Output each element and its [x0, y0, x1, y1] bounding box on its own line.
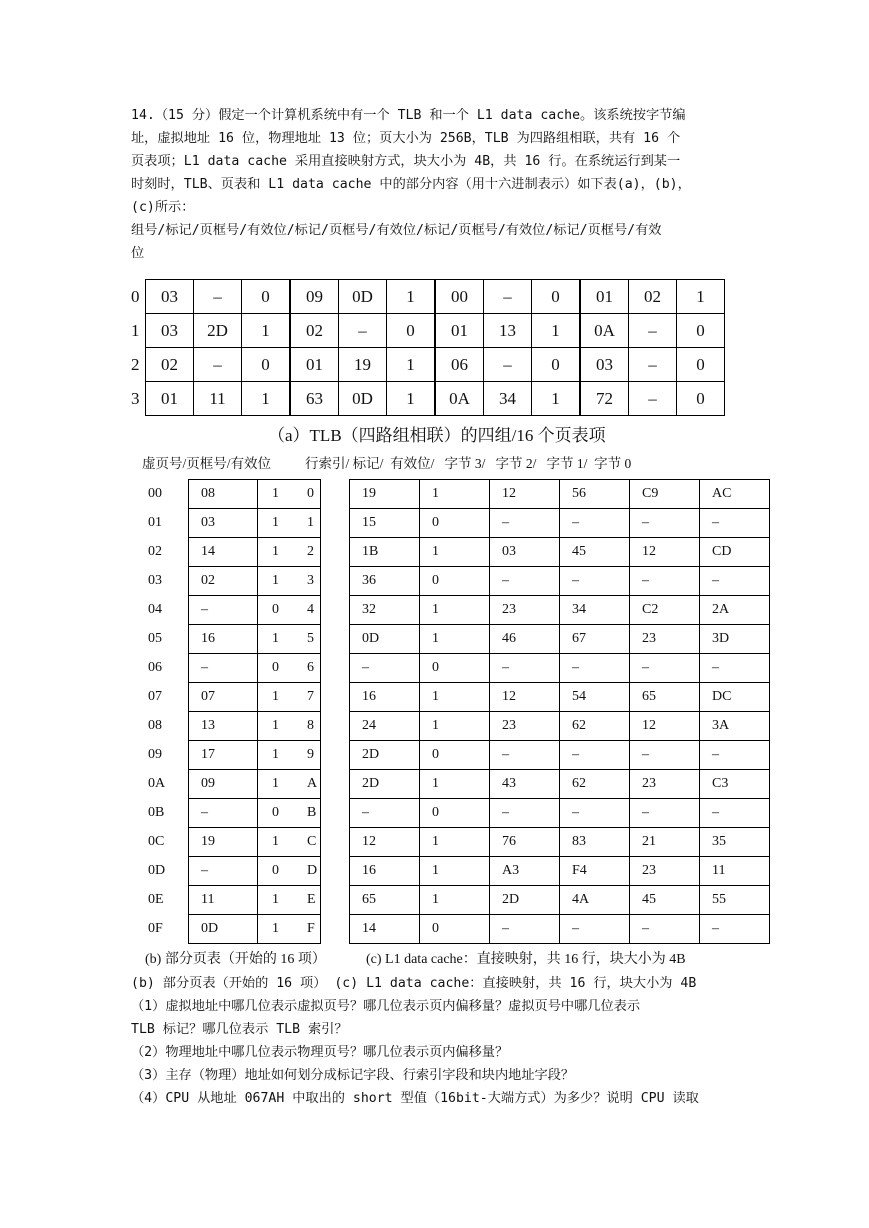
- cache-tag: –: [350, 799, 420, 828]
- line-index: 4: [307, 602, 314, 617]
- tlb-cell: 01: [290, 348, 339, 382]
- line-index: A: [307, 776, 318, 791]
- page-frame-number: 16: [189, 625, 258, 654]
- tlb-cell: 0: [677, 348, 725, 382]
- cache-valid: 1: [420, 857, 490, 886]
- cache-valid: 1: [420, 770, 490, 799]
- tlb-cell: 0D: [339, 382, 387, 416]
- virtual-page-number: 0B: [148, 805, 165, 820]
- cache-valid: 0: [420, 915, 490, 944]
- page-table-row: [140, 741, 321, 770]
- intro-line: 时刻时，TLB、页表和 L1 data cache 中的部分内容（用十六进制表示）如下表(a)，(b)，: [131, 177, 691, 192]
- cache-row: [305, 480, 770, 509]
- tlb-cell: 06: [435, 348, 484, 382]
- byte-0: DC: [700, 683, 770, 712]
- byte-0: –: [700, 799, 770, 828]
- cache-valid: 0: [420, 799, 490, 828]
- byte-0: 55: [700, 886, 770, 915]
- line-index: 9: [307, 747, 314, 762]
- cache-table: [305, 479, 770, 944]
- byte-1: 23: [630, 770, 700, 799]
- line-index: 5: [307, 631, 314, 646]
- tlb-set-index: 3: [131, 388, 140, 408]
- byte-3: 2D: [490, 886, 560, 915]
- page-frame-number: 07: [189, 683, 258, 712]
- byte-3: 03: [490, 538, 560, 567]
- byte-3: –: [490, 654, 560, 683]
- cache-row: [305, 683, 770, 712]
- sub-question: （4）CPU 从地址 067AH 中取出的 short 型值（16bit-大端方式）为多少？说明 CPU 读取: [131, 1091, 699, 1106]
- cache-valid: 1: [420, 538, 490, 567]
- byte-0: –: [700, 915, 770, 944]
- line-index: 6: [307, 660, 314, 675]
- cache-tag: 1B: [350, 538, 420, 567]
- byte-3: 12: [490, 683, 560, 712]
- captions-repeat: (b) 部分页表（开始的 16 项） (c) L1 data cache：直接映射，共 16 行，块大小为 4B: [131, 976, 697, 991]
- intro-line: 位: [131, 246, 145, 261]
- page-frame-number: 17: [189, 741, 258, 770]
- cache-valid: 1: [420, 886, 490, 915]
- byte-0: 3D: [700, 625, 770, 654]
- byte-3: 23: [490, 596, 560, 625]
- cache-valid: 1: [420, 683, 490, 712]
- page-table-row: [140, 683, 321, 712]
- byte-2: 34: [560, 596, 630, 625]
- virtual-page-number: 0C: [148, 834, 165, 849]
- page-table-row: [140, 799, 321, 828]
- cache-valid: 0: [420, 509, 490, 538]
- byte-0: 3A: [700, 712, 770, 741]
- sub-question: （2）物理地址中哪几位表示物理页号？哪几位表示页内偏移量？: [131, 1045, 509, 1060]
- tlb-cell: 1: [387, 280, 436, 314]
- tlb-caption: （a）TLB（四路组相联）的四组/16 个页表项: [268, 426, 606, 445]
- tlb-set-index: 1: [131, 320, 140, 340]
- cache-row: [305, 596, 770, 625]
- page-frame-number: 11: [189, 886, 258, 915]
- cache-valid: 0: [420, 654, 490, 683]
- tlb-cell: –: [629, 382, 677, 416]
- tlb-cell: 63: [290, 382, 339, 416]
- byte-1: 45: [630, 886, 700, 915]
- tlb-cell: 0: [532, 348, 581, 382]
- byte-3: –: [490, 915, 560, 944]
- tlb-cell: 0A: [580, 314, 629, 348]
- byte-0: 2A: [700, 596, 770, 625]
- byte-0: 35: [700, 828, 770, 857]
- page-table-row: [140, 712, 321, 741]
- tlb-cell: 11: [194, 382, 242, 416]
- tlb-cell: 01: [146, 382, 194, 416]
- page-frame-number: 03: [189, 509, 258, 538]
- cache-tag: 14: [350, 915, 420, 944]
- page-table-row: [140, 509, 321, 538]
- line-index: 3: [307, 573, 314, 588]
- cache-row: [305, 770, 770, 799]
- byte-0: –: [700, 654, 770, 683]
- byte-3: 46: [490, 625, 560, 654]
- byte-1: –: [630, 741, 700, 770]
- byte-2: 4A: [560, 886, 630, 915]
- page-frame-number: 02: [189, 567, 258, 596]
- tlb-cell: 13: [484, 314, 532, 348]
- byte-1: –: [630, 567, 700, 596]
- valid-bit: 1: [258, 625, 321, 654]
- tlb-cell: 2D: [194, 314, 242, 348]
- tlb-cell: 34: [484, 382, 532, 416]
- byte-1: 23: [630, 857, 700, 886]
- byte-2: –: [560, 509, 630, 538]
- tlb-cell: 0D: [339, 280, 387, 314]
- byte-2: 62: [560, 712, 630, 741]
- sub-question: （1）虚拟地址中哪几位表示虚拟页号？哪几位表示页内偏移量？虚拟页号中哪几位表示: [131, 999, 641, 1014]
- cache-row: [305, 538, 770, 567]
- page-frame-number: –: [189, 799, 258, 828]
- byte-2: –: [560, 915, 630, 944]
- tlb-cell: 1: [532, 382, 581, 416]
- page-table-row: [140, 596, 321, 625]
- cache-row: [305, 828, 770, 857]
- page-table-row: [140, 770, 321, 799]
- page-table-row: [140, 538, 321, 567]
- valid-bit: 0: [258, 654, 321, 683]
- cache-tag: –: [350, 654, 420, 683]
- virtual-page-number: 09: [148, 747, 162, 762]
- line-index: 2: [307, 544, 314, 559]
- cache-tag: 0D: [350, 625, 420, 654]
- tlb-cell: 02: [290, 314, 339, 348]
- cache-tag: 19: [350, 480, 420, 509]
- tlb-cell: 0: [677, 382, 725, 416]
- byte-2: –: [560, 654, 630, 683]
- byte-3: 23: [490, 712, 560, 741]
- cache-tag: 12: [350, 828, 420, 857]
- tlb-cell: 0A: [435, 382, 484, 416]
- intro-line: (c)所示：: [131, 200, 195, 215]
- byte-3: –: [490, 741, 560, 770]
- cache-caption: (c) L1 data cache：直接映射，共 16 行，块大小为 4B: [366, 952, 686, 967]
- tlb-cell: –: [194, 280, 242, 314]
- cache-valid: 0: [420, 741, 490, 770]
- valid-bit: 1: [258, 828, 321, 857]
- virtual-page-number: 05: [148, 631, 162, 646]
- cache-tag: 32: [350, 596, 420, 625]
- tlb-cell: –: [484, 280, 532, 314]
- tlb-cell: 02: [629, 280, 677, 314]
- tlb-cell: 09: [290, 280, 339, 314]
- byte-0: –: [700, 509, 770, 538]
- tlb-cell: 01: [435, 314, 484, 348]
- cache-valid: 1: [420, 625, 490, 654]
- line-index: E: [307, 892, 316, 907]
- valid-bit: 0: [258, 596, 321, 625]
- tlb-cell: 0: [387, 314, 436, 348]
- cache-row: [305, 712, 770, 741]
- virtual-page-number: 02: [148, 544, 162, 559]
- byte-1: C2: [630, 596, 700, 625]
- byte-3: –: [490, 799, 560, 828]
- page-frame-number: 13: [189, 712, 258, 741]
- page-frame-number: 19: [189, 828, 258, 857]
- page-table-row: [140, 625, 321, 654]
- virtual-page-number: 03: [148, 573, 162, 588]
- byte-1: –: [630, 915, 700, 944]
- valid-bit: 1: [258, 915, 321, 944]
- cache-tag: 16: [350, 857, 420, 886]
- valid-bit: 1: [258, 741, 321, 770]
- byte-0: –: [700, 741, 770, 770]
- valid-bit: 1: [258, 683, 321, 712]
- tlb-cell: 1: [387, 382, 436, 416]
- page-table-header: 虚页号/页框号/有效位: [142, 456, 272, 471]
- cache-row: [305, 857, 770, 886]
- tlb-cell: 0: [242, 348, 291, 382]
- valid-bit: 1: [258, 538, 321, 567]
- byte-1: C9: [630, 480, 700, 509]
- cache-row: [305, 886, 770, 915]
- valid-bit: 1: [258, 509, 321, 538]
- page-table: [140, 479, 321, 944]
- tlb-cell: 00: [435, 280, 484, 314]
- byte-1: –: [630, 799, 700, 828]
- tlb-cell: –: [629, 314, 677, 348]
- tlb-table: [131, 279, 725, 416]
- byte-0: 11: [700, 857, 770, 886]
- cache-tag: 15: [350, 509, 420, 538]
- byte-1: 12: [630, 538, 700, 567]
- tlb-cell: 03: [146, 280, 194, 314]
- cache-row: [305, 509, 770, 538]
- cache-valid: 0: [420, 567, 490, 596]
- cache-row: [305, 625, 770, 654]
- valid-bit: 1: [258, 480, 321, 509]
- cache-row: [305, 799, 770, 828]
- cache-valid: 1: [420, 480, 490, 509]
- line-index: 8: [307, 718, 314, 733]
- page-table-row: [140, 828, 321, 857]
- line-index: D: [307, 863, 318, 878]
- page-frame-number: 08: [189, 480, 258, 509]
- page-frame-number: –: [189, 857, 258, 886]
- tlb-cell: 72: [580, 382, 629, 416]
- tlb-cell: 03: [580, 348, 629, 382]
- page-table-row: [140, 915, 321, 944]
- tlb-cell: –: [194, 348, 242, 382]
- valid-bit: 1: [258, 770, 321, 799]
- sub-question: TLB 标记？哪几位表示 TLB 索引？: [131, 1022, 348, 1037]
- line-index: C: [307, 834, 317, 849]
- page-frame-number: 14: [189, 538, 258, 567]
- cache-tag: 24: [350, 712, 420, 741]
- virtual-page-number: 01: [148, 515, 162, 530]
- tlb-cell: 1: [387, 348, 436, 382]
- cache-tag: 2D: [350, 741, 420, 770]
- byte-0: CD: [700, 538, 770, 567]
- cache-header: 行索引/ 标记/ 有效位/ 字节 3/ 字节 2/ 字节 1/ 字节 0: [305, 456, 632, 471]
- valid-bit: 1: [258, 712, 321, 741]
- page-table-row: [140, 567, 321, 596]
- tlb-cell: 02: [146, 348, 194, 382]
- byte-0: C3: [700, 770, 770, 799]
- tlb-row: [131, 280, 725, 314]
- byte-3: –: [490, 567, 560, 596]
- byte-1: 65: [630, 683, 700, 712]
- byte-2: 67: [560, 625, 630, 654]
- valid-bit: 0: [258, 857, 321, 886]
- intro-line: 址，虚拟地址 16 位，物理地址 13 位；页大小为 256B，TLB 为四路组相联，共有 16 个: [131, 131, 681, 146]
- tlb-cell: 03: [146, 314, 194, 348]
- tlb-cell: 1: [242, 314, 291, 348]
- tlb-cell: –: [484, 348, 532, 382]
- valid-bit: 1: [258, 567, 321, 596]
- tlb-set-index: 2: [131, 354, 140, 374]
- byte-2: 62: [560, 770, 630, 799]
- valid-bit: 1: [258, 886, 321, 915]
- line-index: F: [307, 921, 315, 936]
- tlb-row: [131, 382, 725, 416]
- page-frame-number: 0D: [189, 915, 258, 944]
- virtual-page-number: 08: [148, 718, 162, 733]
- byte-2: 56: [560, 480, 630, 509]
- tlb-row: [131, 314, 725, 348]
- virtual-page-number: 0A: [148, 776, 166, 791]
- virtual-page-number: 0F: [148, 921, 163, 936]
- byte-1: 12: [630, 712, 700, 741]
- byte-2: 83: [560, 828, 630, 857]
- byte-2: –: [560, 567, 630, 596]
- byte-3: –: [490, 509, 560, 538]
- page-table-row: [140, 654, 321, 683]
- tlb-cell: 0: [242, 280, 291, 314]
- line-index: 7: [307, 689, 314, 704]
- tlb-cell: 0: [532, 280, 581, 314]
- intro-line: 页表项；L1 data cache 采用直接映射方式，块大小为 4B，共 16 行。在系统运行到某一: [131, 154, 681, 169]
- byte-2: –: [560, 799, 630, 828]
- tlb-cell: 0: [677, 314, 725, 348]
- virtual-page-number: 07: [148, 689, 162, 704]
- page-frame-number: –: [189, 596, 258, 625]
- cache-valid: 1: [420, 712, 490, 741]
- page-table-row: [140, 857, 321, 886]
- cache-row: [305, 741, 770, 770]
- page-table-caption: (b) 部分页表（开始的 16 项）: [145, 952, 326, 967]
- intro-line: 14.（15 分）假定一个计算机系统中有一个 TLB 和一个 L1 data cache。该系统按字节编: [131, 108, 686, 123]
- byte-0: AC: [700, 480, 770, 509]
- byte-1: –: [630, 654, 700, 683]
- intro-line: 组号/标记/页框号/有效位/标记/页框号/有效位/标记/页框号/有效位/标记/页框号/有效: [131, 223, 662, 238]
- byte-2: 45: [560, 538, 630, 567]
- cache-tag: 2D: [350, 770, 420, 799]
- page-frame-number: 09: [189, 770, 258, 799]
- sub-question: （3）主存（物理）地址如何划分成标记字段、行索引字段和块内地址字段？: [131, 1068, 575, 1083]
- cache-valid: 1: [420, 596, 490, 625]
- tlb-cell: 19: [339, 348, 387, 382]
- valid-bit: 0: [258, 799, 321, 828]
- virtual-page-number: 0E: [148, 892, 164, 907]
- cache-tag: 65: [350, 886, 420, 915]
- tlb-cell: 01: [580, 280, 629, 314]
- byte-0: –: [700, 567, 770, 596]
- byte-1: 21: [630, 828, 700, 857]
- page-table-row: [140, 886, 321, 915]
- page-table-row: [140, 480, 321, 509]
- virtual-page-number: 0D: [148, 863, 166, 878]
- tlb-cell: 1: [532, 314, 581, 348]
- virtual-page-number: 06: [148, 660, 162, 675]
- line-index: B: [307, 805, 317, 820]
- cache-tag: 16: [350, 683, 420, 712]
- byte-2: F4: [560, 857, 630, 886]
- byte-1: 23: [630, 625, 700, 654]
- cache-row: [305, 567, 770, 596]
- byte-3: 43: [490, 770, 560, 799]
- tlb-cell: 1: [677, 280, 725, 314]
- page-frame-number: –: [189, 654, 258, 683]
- tlb-cell: –: [339, 314, 387, 348]
- byte-1: –: [630, 509, 700, 538]
- byte-2: 54: [560, 683, 630, 712]
- tlb-set-index: 0: [131, 286, 140, 306]
- cache-tag: 36: [350, 567, 420, 596]
- virtual-page-number: 00: [148, 486, 162, 501]
- cache-valid: 1: [420, 828, 490, 857]
- cache-row: [305, 654, 770, 683]
- tlb-row: [131, 348, 725, 382]
- line-index: 1: [307, 515, 314, 530]
- cache-row: [305, 915, 770, 944]
- byte-3: 12: [490, 480, 560, 509]
- byte-2: –: [560, 741, 630, 770]
- virtual-page-number: 04: [148, 602, 162, 617]
- line-index: 0: [307, 486, 314, 501]
- tlb-cell: 1: [242, 382, 291, 416]
- byte-3: 76: [490, 828, 560, 857]
- byte-3: A3: [490, 857, 560, 886]
- tlb-cell: –: [629, 348, 677, 382]
